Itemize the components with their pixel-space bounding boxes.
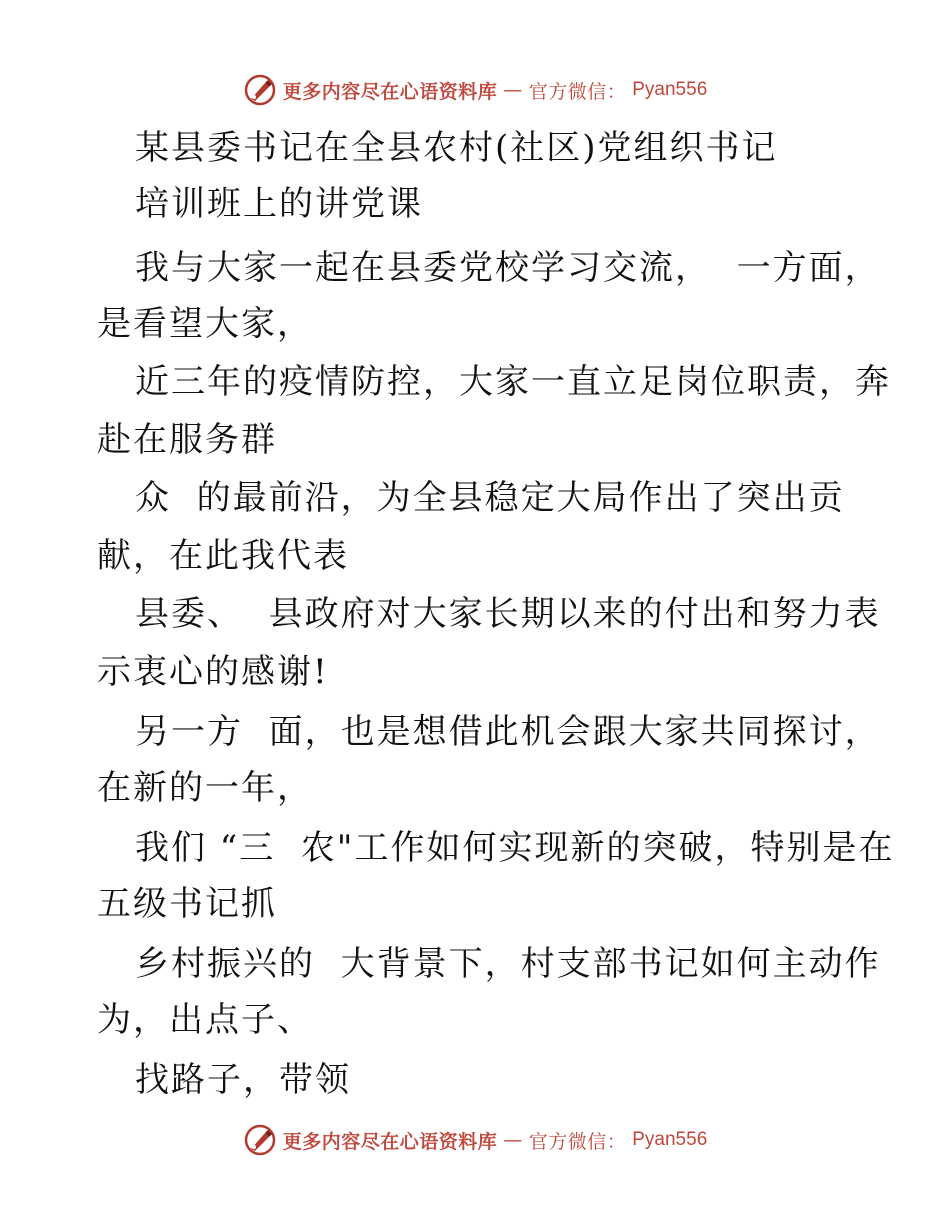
- pen-logo-icon: [243, 73, 277, 107]
- text-line: 乡村振兴的 大背景下，村支部书记如何主动作: [135, 944, 881, 984]
- watermark-wechat-id: Pyan556: [632, 79, 708, 100]
- watermark-site-text: 更多内容尽在心语资料库: [282, 1130, 498, 1153]
- text-line: 示衷心的感谢!: [97, 652, 329, 692]
- watermark-dash: —: [503, 1129, 523, 1151]
- text-line: 为，出点子、: [97, 1000, 313, 1040]
- text-line: 献，在此我代表: [97, 536, 349, 576]
- title-line-2: 培训班上的讲党课: [135, 184, 423, 224]
- watermark: [243, 73, 708, 107]
- text-line: 近三年的疫情防控，大家一直立足岗位职责，奔: [135, 362, 891, 402]
- text-line: 是看望大家，: [97, 304, 313, 344]
- text-line: 另一方 面，也是想借此机会跟大家共同探讨，: [135, 712, 881, 752]
- text-line: 找路子，带领: [135, 1060, 351, 1100]
- watermark-wechat-id: Pyan556: [632, 1129, 708, 1150]
- watermark-label: 官方微信：: [528, 80, 627, 103]
- text-line: 五级书记抓: [97, 884, 277, 924]
- header-watermark: [0, 70, 950, 110]
- watermark: [243, 1123, 708, 1157]
- footer-watermark: [0, 1120, 950, 1160]
- text-line: 我与大家一起在县委党校学习交流， 一方面，: [135, 248, 881, 288]
- title-line-1: 某县委书记在全县农村(社区)党组织书记: [135, 128, 778, 168]
- text-line: 众 的最前沿，为全县稳定大局作出了突出贡: [135, 478, 845, 518]
- text-line: 县委、 县政府对大家长期以来的付出和努力表: [135, 594, 881, 634]
- text-line: 我们 “三 农"工作如何实现新的突破，特别是在: [135, 828, 895, 868]
- text-line: 赴在服务群: [97, 420, 277, 460]
- watermark-dash: —: [503, 79, 523, 101]
- pen-logo-icon: [243, 1123, 277, 1157]
- watermark-site-text: 更多内容尽在心语资料库: [282, 80, 498, 103]
- watermark-label: 官方微信：: [528, 1130, 627, 1153]
- text-line: 在新的一年，: [97, 768, 313, 808]
